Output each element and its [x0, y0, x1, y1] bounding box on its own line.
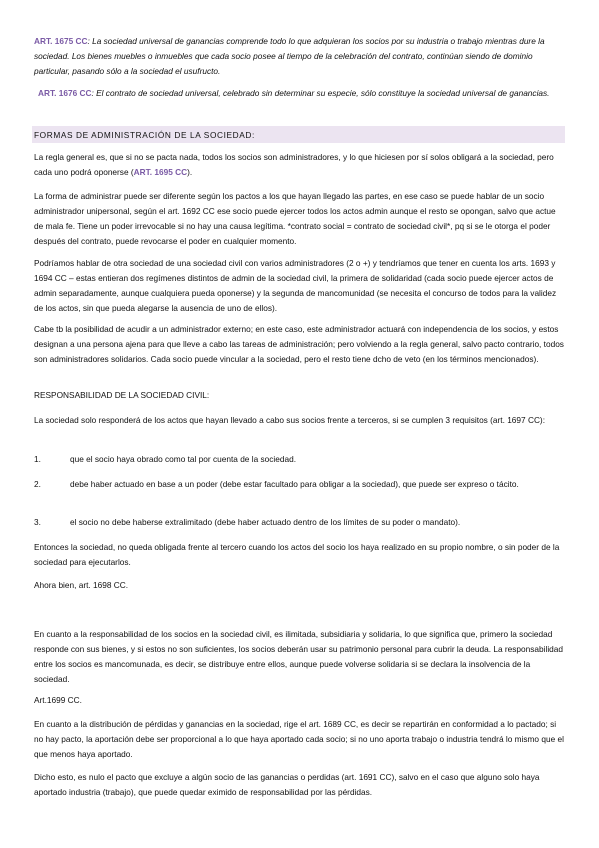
- paragraph-general-rule: [34, 150, 565, 180]
- paragraph-external-administrator: Cabe tb la posibilidad de acudir a un administrador externo; en este caso, este administrador actuará con independencia de los socios, y estos designan a una persona ajena para que lleve a cabo las tareas de administración; pero volviendo a la regla general, salvo pacto contrario, todos son administradores solidarios. Cada socio puede vincular a la sociedad, pero el resto tiene dcho de veto (en los términos mencionados).: [34, 324, 564, 364]
- paragraph-multiple-administrators: Podríamos hablar de otra sociedad de una sociedad civil con varios administradores (2 o +) y tendríamos que tener en cuenta los arts. 1693 y 1694 CC – estas entieran dos regímenes distintos de admin de la sociedad civil, la primera de solidaridad (cada socio puede ejercer actos de admin separadamente, aunque cualquiera pueda oponerse) y la segunda de mancomunidad (se necesita el concurso de todos para la validez de los actos, sin que pueda alegarse la ausencia de uno de ellos).: [34, 258, 557, 313]
- paragraph-partner-liability: En cuanto a la responsabilidad de los socios en la sociedad civil, es ilimitada, subsidiaria y solidaria, lo que significa que, primero la sociedad responde con sus bienes, y si estos no son suficientes, los socios deberán usar su patrimonio personal para cubrir la deuda. La responsabilidad entre los socios es mancomunada, es decir, se distribuye entre ellos, aunque puede volverse solidaria si se declara la insolvencia de la sociedad.: [34, 629, 564, 684]
- paragraph-article-1698: Ahora bien, art. 1698 CC.: [34, 580, 129, 590]
- requirement-item: [34, 477, 565, 492]
- article-1676-ref: ART. 1676 CC: [38, 88, 92, 98]
- requirement-number: 2.: [34, 479, 41, 489]
- section-heading: FORMAS DE ADMINISTRACIÓN DE LA SOCIEDAD:: [32, 126, 565, 143]
- requirement-item: [34, 515, 565, 530]
- article-1695-ref: ART. 1695 CC: [133, 167, 188, 177]
- paragraph-profit-distribution: En cuanto a la distribución de pérdidas y ganancias en la sociedad, rige el art. 1689 CC, es decir se repartirán en conformidad a lo pactado; si no hay pacto, la aportación debe ser proporcional a lo que haya aportado cada socio; si no uno aporta trabajo o industria tendrá lo mismo que el que menos haya aportado.: [34, 719, 564, 759]
- paragraph-null-pact: Dicho esto, es nulo el pacto que excluye a algún socio de las ganancias o perdidas (art. 1691 CC), salvo en el caso que alguno solo haya aportado industria (trabajo), que puede quedar eximido de responsabilidad por las pérdidas.: [34, 772, 540, 797]
- requirement-item: [34, 452, 565, 467]
- requirement-number: 3.: [34, 517, 41, 527]
- paragraph-single-administrator: La forma de administrar puede ser diferente según los pactos a los que hayan llegado las partes, en ese caso se puede hablar de un socio administrador unipersonal, según el art. 1692 CC ese socio puede ejercer todos los actos admin aunque el resto se opongan, salvo que actue de mala fe. Tiene un poder irrevocable si no hay una causa legítima. *contrato social = contrato de sociedad civil*, pq si se le otorga el poder después del contrato, puede revocarse el poder en cualquier momento.: [34, 191, 556, 246]
- paragraph-not-obligated: Entonces la sociedad, no queda obligada frente al tercero cuando los actos del socio los haya realizado en su propio nombre, o sin poder de la sociedad para ejecutarlos.: [34, 542, 560, 567]
- paragraph-general-rule-tail: ).: [187, 167, 193, 177]
- requirement-text: el socio no debe haberse extralimitado (debe haber actuado dentro de los límites de su poder o mandato).: [70, 517, 461, 527]
- paragraph-article-1699: Art.1699 CC.: [34, 695, 82, 705]
- paragraph-general-rule-text: La regla general es, que si no se pacta nada, todos los socios son administradores, y lo que hiciesen por sí solos obligará a la sociedad, pero cada uno podrá oponerse (: [34, 152, 554, 177]
- article-1676-text: : El contrato de sociedad universal, celebrado sin determinar su especie, sólo constituye la sociedad universal de ganancias.: [91, 88, 550, 98]
- article-1675-paragraph: [34, 34, 565, 79]
- requirement-text: que el socio haya obrado como tal por cuenta de la sociedad.: [70, 454, 297, 464]
- requirement-text: debe haber actuado en base a un poder (debe estar facultado para obligar a la sociedad), que puede ser expreso o tácito.: [70, 479, 519, 489]
- requirement-number: 1.: [34, 454, 41, 464]
- article-1675-text: : La sociedad universal de ganancias comprende todo lo que adquieran los socios por su industria o trabajo mientras dure la sociedad. Los bienes muebles o inmuebles que cada socio posee al tiempo de la celebración del contrato, continúan siendo de dominio particular, pasando sólo a la sociedad el usufructo.: [34, 36, 545, 76]
- article-1676-paragraph: [38, 86, 565, 101]
- paragraph-requirements-intro: La sociedad solo responderá de los actos que hayan llevado a cabo sus socios frente a terceros, si se cumplen 3 requisitos (art. 1697 CC):: [34, 415, 546, 425]
- sub-heading-liability: RESPONSABILIDAD DE LA SOCIEDAD CIVIL:: [34, 390, 210, 400]
- article-1675-ref: ART. 1675 CC: [34, 36, 88, 46]
